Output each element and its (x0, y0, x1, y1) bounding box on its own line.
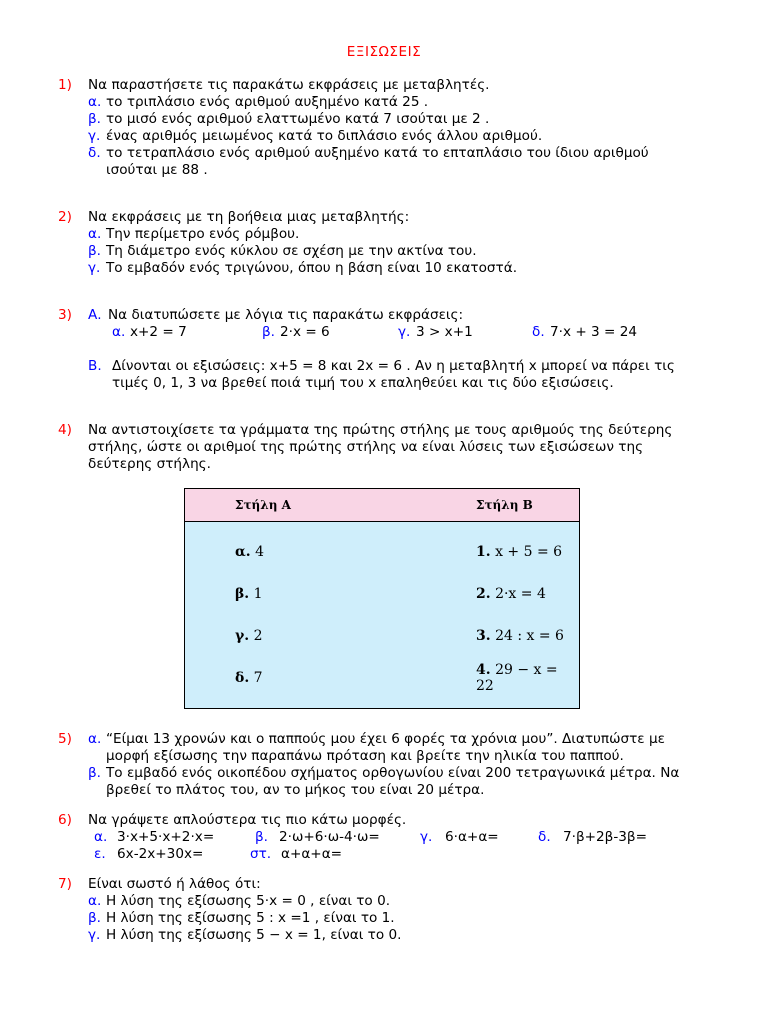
item-text: βρεθεί το πλάτος του, αν το μήκος του είναι 20 μέτρα. (106, 782, 485, 798)
table-row (185, 573, 580, 615)
item-label: β. (262, 324, 275, 340)
item-label: α. (88, 94, 102, 110)
item-text: 6·α+α= (445, 829, 499, 845)
table-row (185, 615, 580, 657)
item-text: Η λύση της εξίσωσης 5 − x = 1, είναι το 0. (106, 927, 402, 943)
item-text: Την περίμετρο ενός ρόμβου. (106, 226, 300, 242)
item-text: μορφή εξίσωσης την παραπάνω πρόταση και βρείτε την ηλικία του παππού. (106, 748, 624, 764)
item-label: α. (88, 731, 102, 747)
item-text: Το εμβαδό ενός οικοπέδου σχήματος ορθογωνίου είναι 200 τετραγωνικά μέτρα. Να (106, 765, 680, 781)
item-label: στ. (250, 846, 272, 862)
item-label: α. (88, 226, 102, 242)
item-label: α. (112, 324, 126, 340)
question-text: Να γράψετε απλούστερα τις πιο κάτω μορφές. (88, 812, 407, 828)
item-label: γ. (88, 260, 101, 276)
item-text: ισούται με 88 . (106, 162, 208, 178)
item-label: α. (94, 829, 108, 845)
item-label: β. (88, 910, 101, 926)
table-row (185, 657, 580, 709)
cell-a (185, 615, 397, 657)
item-label: β. (88, 765, 101, 781)
row-equation: 2·x = 4 (495, 586, 546, 602)
item-text: 7·x + 3 = 24 (550, 324, 638, 340)
item-label: γ. (88, 128, 101, 144)
item-text: 3 > x+1 (416, 324, 473, 340)
page-title: ΕΞΙΣΩΣΕΙΣ (346, 44, 422, 60)
question-number: 2) (58, 209, 72, 225)
item-label: δ. (88, 145, 101, 161)
row-label: β. (235, 586, 250, 602)
matching-table (184, 488, 580, 709)
item-label: α. (88, 893, 102, 909)
question-text: Να παραστήσετε τις παρακάτω εκφράσεις με μεταβλητές. (88, 77, 490, 93)
question-text: στήλης, ώστε οι αριθμοί της πρώτης στήλης να είναι λύσεις των εξισώσεων της (88, 439, 644, 455)
item-text: 2·ω+6·ω-4·ω= (279, 829, 380, 845)
item-text: Το εμβαδόν ενός τριγώνου, όπου η βάση είναι 10 εκατοστά. (106, 260, 518, 276)
row-value: 7 (253, 670, 263, 686)
row-equation: 24 : x = 6 (495, 628, 564, 644)
row-equation: x + 5 = 6 (495, 544, 563, 560)
item-text: Τη διάμετρο ενός κύκλου σε σχέση με την ακτίνα του. (106, 243, 477, 259)
part-label: Α. (88, 307, 102, 323)
item-label: γ. (88, 927, 101, 943)
cell-b (396, 522, 580, 574)
cell-b (396, 657, 580, 709)
item-text: 3·x+5·x+2·x= (117, 829, 215, 845)
item-text: ένας αριθμός μειωμένος κατά το διπλάσιο ενός άλλου αριθμού. (106, 128, 543, 144)
question-text: δεύτερης στήλης. (88, 456, 211, 472)
item-text: Η λύση της εξίσωσης 5 : x =1 , είναι το 1. (106, 910, 395, 926)
cell-a (185, 573, 397, 615)
part-text: Δίνονται οι εξισώσεις: x+5 = 8 και 2x = 6 . Αν η μεταβλητή x μπορεί να πάρει τις (112, 358, 675, 374)
item-text: 2·x = 6 (280, 324, 330, 340)
item-text: το τριπλάσιο ενός αριθμού αυξημένο κατά 25 . (106, 94, 429, 110)
item-label: γ. (420, 829, 433, 845)
row-label: α. (235, 544, 251, 560)
item-label: γ. (398, 324, 411, 340)
item-label: β. (88, 111, 101, 127)
item-text: Η λύση της εξίσωσης 5·x = 0 , είναι το 0. (106, 893, 391, 909)
part-label: Β. (88, 358, 102, 374)
cell-a (185, 657, 397, 709)
question-text: Είναι σωστό ή λάθος ότι: (88, 876, 261, 892)
row-label: γ. (235, 628, 250, 644)
row-label: 4. (476, 662, 491, 678)
question-number: 5) (58, 731, 72, 747)
item-label: β. (88, 243, 101, 259)
row-equation: 29 − x = 22 (476, 662, 558, 694)
question-text: Να αντιστοιχίσετε τα γράμματα της πρώτης στήλης με τους αριθμούς της δεύτερης (88, 422, 673, 438)
table-row (185, 522, 580, 574)
question-number: 3) (58, 307, 72, 323)
item-text: το μισό ενός αριθμού ελαττωμένο κατά 7 ισούται με 2 . (106, 111, 490, 127)
question-text: Να εκφράσεις με τη βοήθεια μιας μεταβλητής: (88, 209, 410, 225)
cell-b (396, 615, 580, 657)
table-header-row (185, 489, 580, 522)
item-label: β. (255, 829, 268, 845)
item-text: α+α+α= (281, 846, 343, 862)
column-header-a: Στήλη Α (185, 489, 397, 522)
question-number: 7) (58, 876, 72, 892)
row-value: 1 (253, 586, 263, 602)
cell-b (396, 573, 580, 615)
item-text: x+2 = 7 (130, 324, 187, 340)
row-value: 4 (255, 544, 265, 560)
question-number: 1) (58, 77, 72, 93)
row-label: δ. (235, 670, 250, 686)
row-label: 3. (476, 628, 491, 644)
question-number: 4) (58, 422, 72, 438)
row-value: 2 (253, 628, 263, 644)
part-text: Να διατυπώσετε με λόγια τις παρακάτω εκφράσεις: (108, 307, 464, 323)
item-text: 7·β+2β-3β= (563, 829, 647, 845)
item-text: 6x-2x+30x= (117, 846, 204, 862)
question-number: 6) (58, 812, 72, 828)
item-label: ε. (94, 846, 106, 862)
item-label: δ. (538, 829, 551, 845)
item-text: το τετραπλάσιο ενός αριθμού αυξημένο κατά το επταπλάσιο του ίδιου αριθμού (106, 145, 649, 161)
part-text: τιμές 0, 1, 3 να βρεθεί ποιά τιμή του x επαληθεύει και τις δύο εξισώσεις. (112, 375, 614, 391)
cell-a (185, 522, 397, 574)
row-label: 2. (476, 586, 491, 602)
column-header-b: Στήλη Β (396, 489, 580, 522)
item-text: “Είμαι 13 χρονών και ο παππούς μου έχει 6 φορές τα χρόνια μου”. Διατυπώστε με (106, 731, 665, 747)
row-label: 1. (476, 544, 491, 560)
item-label: δ. (532, 324, 545, 340)
